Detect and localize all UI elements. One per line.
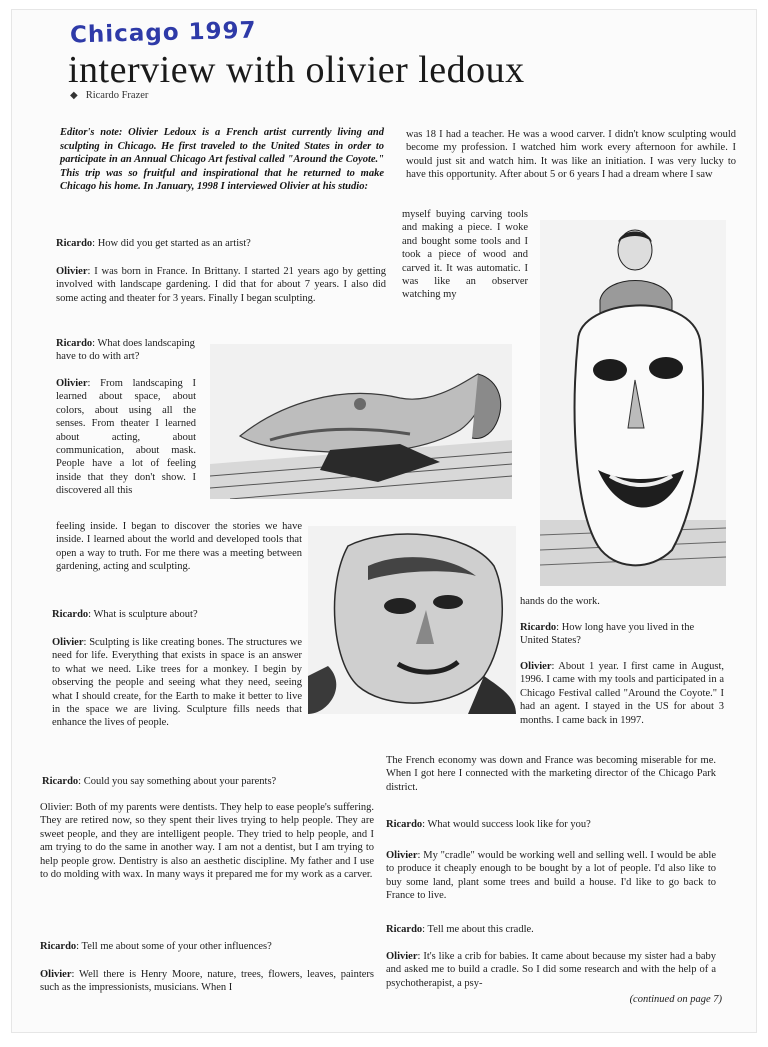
- answer-3: Olivier: Sculpting is like creating bones. The structures we need for life. Everything that exists in space is an answer to what we need. Like trees for a monkey. I begin by observing the people and seeing what they need, seeing what I should create, for the Earth to make it better to live in the space we are living. Sculpture fills needs that enhance the lives of people.: [52, 637, 302, 729]
- answer-1: Olivier: I was born in France. In Brittany. I started 21 years ago by getting involved with landscape gardening. I did that for about 7 years. I also did some acting and theater for 3 years. Finally I began sculpting.: [56, 266, 386, 304]
- photo-face-sculpture: [308, 526, 516, 714]
- answer-4: Olivier: Both of my parents were dentists. They help to ease people's suffering. They are retired now, so they spent their lives trying to help people. They are sweet people, and they are intelligent people. They tried to help people, and I am trying to do the same in another way. I am not a dentist, but I am trying to help people grow. Dentistry is also an aesthetic discipline. My father and I use to do molding with wax. In many ways it prepared me for my work as a carver.: [40, 802, 374, 881]
- photo-horizontal-sculpture: [210, 344, 512, 499]
- continued-answer-end: hands do the work.: [520, 596, 600, 607]
- byline: [70, 90, 148, 101]
- handwritten-note: Chicago 1997: [69, 17, 257, 49]
- answer-2-part-2: feeling inside. I began to discover the stories we have inside. I learned about the world and developed tools that open a way to truth. For me there was a meeting between gardening, acting and sculpting.: [56, 521, 302, 573]
- byline-author: Ricardo Frazer: [85, 90, 149, 101]
- photo-artist-with-mask: [540, 220, 726, 586]
- continued-answer-top: was 18 I had a teacher. He was a wood carver. I didn't know sculpting would become my profession. I watched him work every afternoon for awhile. I would just sit and watch him. It was like an initiation. I was very lucky to have this opportunity. After about 5 or 6 years I had a dream where I saw: [406, 129, 736, 181]
- answer-2-part-1: Olivier: From landscaping I learned about space, about colors, about using all the senses. From theater I learned about acting, about communication, about mask. People have a lot of feeling inside that they don't show. I discovered all this: [56, 378, 196, 497]
- answer-6-part-2: The French economy was down and France was becoming miserable for me. When I got here I connected with the marketing director of the Chicago Park district.: [386, 755, 716, 793]
- question-5: Ricardo: Tell me about some of your other influences?: [40, 941, 272, 952]
- question-7: Ricardo: What would success look like for you?: [386, 819, 591, 830]
- answer-7: Olivier: My "cradle" would be working well and selling well. I would be able to produce it cheaply enough to be bought by a lot of people. I'd also like to buy some land, plant some trees and build a house. I'd like to go back to France to live.: [386, 850, 716, 902]
- byline-bullet-icon: ◆: [70, 90, 78, 101]
- answer-6-part-1: Olivier: About 1 year. I first came in August, 1996. I came with my tools and participated in a Chicago Festival called "Around the Coyote." I had an agent. I stayed in the US for about 3 months. I came back in 1997.: [520, 661, 724, 726]
- question-4: Ricardo: Could you say something about your parents?: [42, 776, 277, 787]
- answer-5: Olivier: Well there is Henry Moore, nature, trees, flowers, leaves, painters such as the impressionists, musicians. When I: [40, 969, 374, 994]
- magazine-page: [12, 10, 756, 1032]
- question-8: Ricardo: Tell me about this cradle.: [386, 924, 534, 935]
- question-6: Ricardo: How long have you lived in the United States?: [520, 622, 695, 647]
- answer-8: Olivier: It's like a crib for babies. It came about because my sister had a baby and asked me to build a cradle. So I did some research and with the help of a psychotherapist, a psy-: [386, 951, 716, 989]
- question-3: Ricardo: What is sculpture about?: [52, 609, 198, 620]
- continued-note: (continued on page 7): [629, 994, 722, 1005]
- question-1: Ricardo: How did you get started as an artist?: [56, 238, 251, 249]
- editors-note: Editor's note: Olivier Ledoux is a French artist currently living and sculpting in Chicago. He first traveled to the United States in order to participate in an Annual Chicago Art festival called "Around the Coyote." This trip was so fruitful and inspirational that he returned to make Chicago his home. In January, 1998 I interviewed Olivier at his studio:: [60, 127, 384, 193]
- question-2: Ricardo: What does landscaping have to do with art?: [56, 338, 195, 363]
- continued-answer-narrow: myself buying carving tools and making a piece. I woke and bought some tools and I took a piece of wood and carved it. It was automatic. I was like an observer watching my: [402, 209, 528, 301]
- page-title: interview with olivier ledoux: [68, 49, 525, 91]
